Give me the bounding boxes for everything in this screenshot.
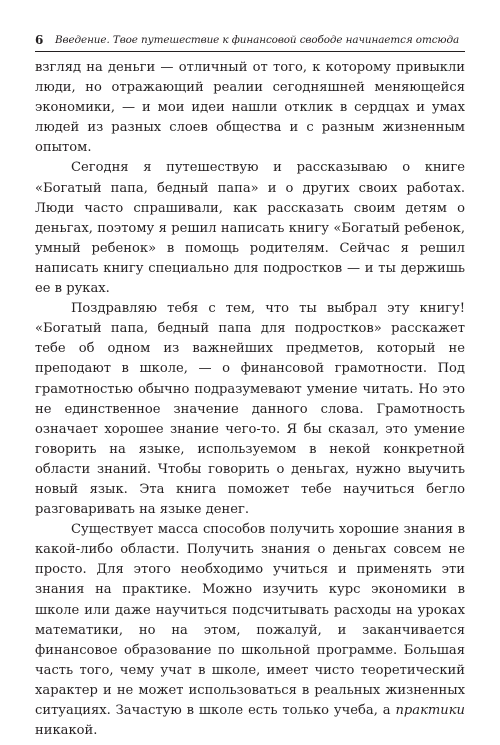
book-page	[35, 0, 465, 739]
running-head: Введение. Твое путешествие к финансовой свободе начинается отсюда	[55, 34, 460, 46]
body-text	[35, 58, 465, 741]
paragraph: Поздравляю тебя с тем, что ты выбрал эту книгу! «Богатый папа, бедный папа для подростков» расскажет тебе об одном из важнейших предметов, который не преподают в школе, — о финансовой грамотности. Под грамотностью обычно подразумевают умение читать. Но это не единственное значение данного слова. Грамотность означает хорошее знание чего-то. Я бы сказал, это умение говорить на языке, используемом в некой конкретной области знаний. Чтобы говорить о деньгах, нужно выучить новый язык. Эта книга поможет тебе научиться бегло разговаривать на языке денег.	[35, 301, 465, 518]
emphasis-word: практики	[395, 703, 465, 718]
paragraph-continued: взгляд на деньги — отличный от того, к которому привыкли люди, но отражающий реалии сегодняшней меняющейся экономики, — и мои идеи нашли отклик в сердцах и умах людей из разных слоев общества и с разным жизненным опытом.	[35, 60, 465, 156]
paragraph-tail: никакой.	[35, 723, 98, 739]
page-number: 6	[35, 33, 44, 47]
header-rule	[35, 51, 465, 52]
page-header	[35, 0, 465, 60]
paragraph-last	[35, 520, 465, 741]
paragraph-text: Существует масса способов получить хорошие знания в какой-либо области. Получить знания о деньгах совсем не просто. Для этого необходимо учиться и применять эти знания на практике. Можно изучить курс экономики в школе или даже научиться подсчитывать расходы на уроках математики, но на этом, пожалуй, и заканчивается финансовое образование по школьной программе. Большая часть того, чему учат в школе, имеет чисто теоретический характер и не может использоваться в реальных жизненных ситуациях. Зачастую в школе есть только учеба, а	[35, 522, 465, 718]
paragraph: Сегодня я путешествую и рассказываю о книге «Богатый папа, бедный папа» и о других своих работах. Люди часто спрашивали, как рассказать своим детям о деньгах, поэтому я решил написать книгу «Богатый ребенок, умный ребенок» в помощь родителям. Сейчас я решил написать книгу специально для подростков — и ты держишь ее в руках.	[35, 160, 465, 297]
